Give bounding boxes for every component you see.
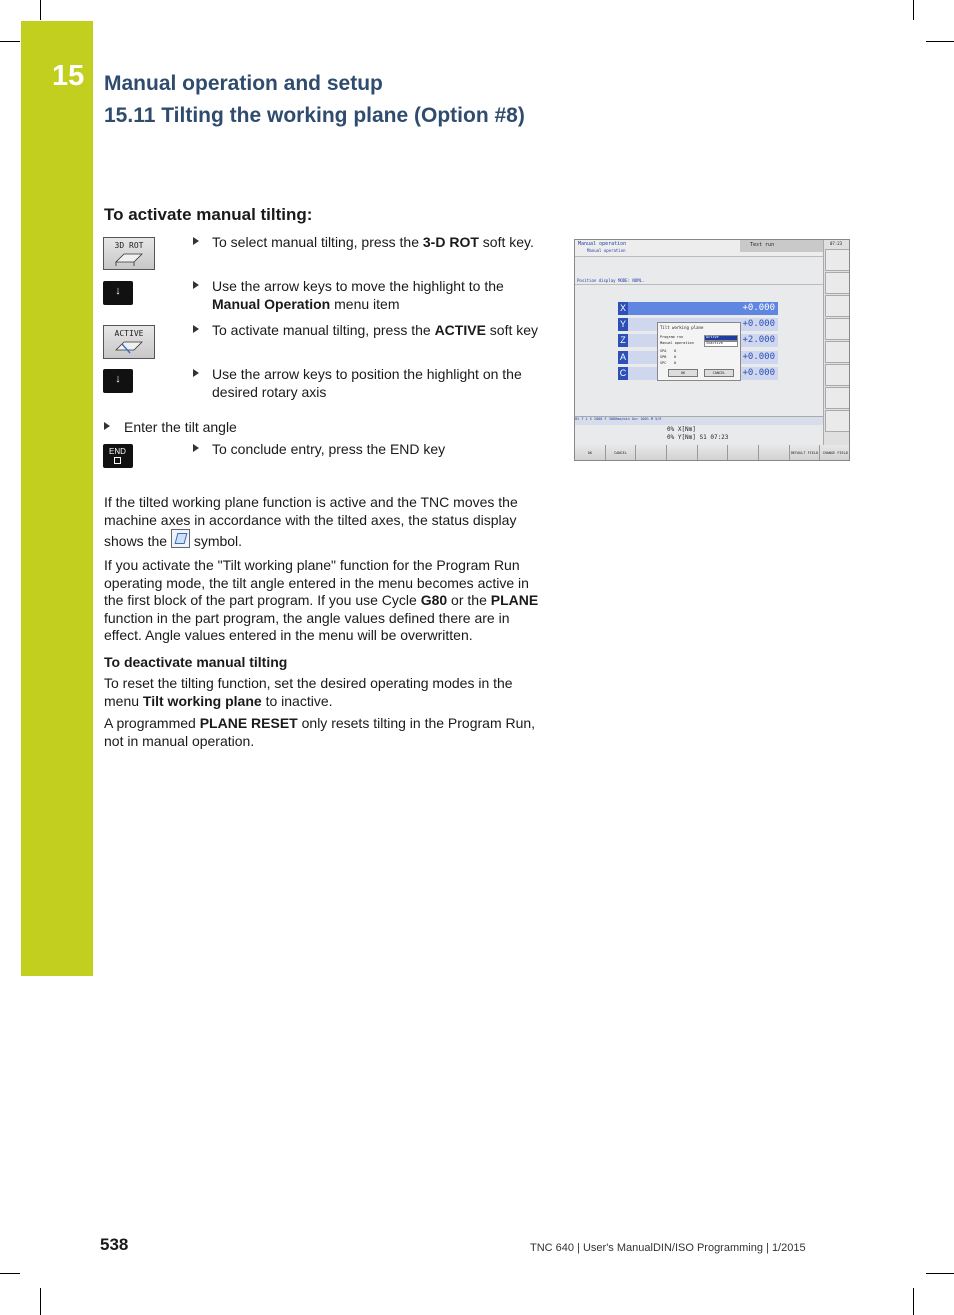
bullet-triangle-icon	[193, 237, 199, 245]
dialog-title: Tilt working plane	[660, 325, 704, 330]
step-text: Enter the tilt angle	[124, 419, 237, 435]
step-position-axis	[193, 365, 545, 401]
axis-value: +0.000	[742, 352, 775, 362]
para-key: G80	[420, 592, 448, 608]
screen-softkey[interactable]: CHANGE FIELD	[820, 445, 850, 461]
vertical-softkey-bar	[823, 240, 850, 445]
softkey-row	[575, 445, 850, 461]
bullet-triangle-icon	[193, 369, 199, 377]
screen-mode: Manual operation	[578, 241, 627, 247]
side-button[interactable]	[825, 364, 850, 386]
bullet-triangle-icon	[193, 325, 199, 333]
crop-mark	[0, 41, 20, 42]
divider	[575, 284, 823, 285]
tilt-dialog	[657, 322, 741, 381]
screen-softkey[interactable]	[667, 445, 698, 461]
axis-label: A	[619, 352, 626, 362]
screen-softkey[interactable]: OK	[575, 445, 606, 461]
bullet-triangle-icon	[193, 444, 199, 452]
axis-row	[618, 302, 778, 315]
axis-label: Z	[618, 334, 628, 347]
dialog-value: 0	[674, 349, 677, 353]
para-text: function in the part program, the angle values defined there are in effect. Angle values entered in the menu will be overwritten.	[104, 609, 510, 643]
side-button[interactable]	[825, 410, 850, 432]
page-number: 538	[100, 1235, 129, 1254]
arrow-down-icon: ↓	[115, 373, 121, 385]
deactivate-heading: To deactivate manual tilting	[104, 654, 288, 670]
dialog-row-label: SPB	[660, 355, 667, 359]
dialog-row-label: Manual operation	[660, 341, 694, 345]
para-text: If the tilted working plane function is active and the TNC moves the machine axes in accordance with the tilted axes, the status display shows the	[104, 494, 518, 549]
step-text: To select manual tilting, press the	[212, 234, 423, 250]
para-text: To reset the tilting function, set the desired operating modes in the menu	[104, 675, 513, 709]
dialog-value: 0	[674, 355, 677, 359]
para-key: PLANE	[490, 592, 539, 608]
para-key: PLANE RESET	[199, 715, 298, 731]
softkey-label: ACTIVE	[114, 329, 144, 338]
axis-label: C	[619, 368, 627, 378]
tnc-screenshot	[574, 239, 850, 461]
step-text: To activate manual tilting, press the	[212, 322, 435, 338]
load-display	[667, 426, 728, 442]
arrow-down-key[interactable]	[103, 369, 133, 393]
tilt-status-icon	[171, 529, 190, 548]
step-move-highlight	[193, 277, 545, 313]
side-button[interactable]	[825, 295, 850, 317]
crop-mark	[40, 0, 41, 20]
side-button[interactable]	[825, 272, 850, 294]
step-key: ACTIVE	[434, 322, 486, 338]
step-activate	[193, 321, 545, 339]
screen-softkey[interactable]	[728, 445, 759, 461]
paragraph-reset	[104, 675, 544, 710]
footer-reference: TNC 640 | User's ManualDIN/ISO Programming | 1/2015	[530, 1242, 806, 1254]
screen-softkey[interactable]: CANCEL	[606, 445, 637, 461]
dialog-row-label: SPC	[660, 361, 667, 365]
end-key[interactable]	[103, 444, 133, 468]
status-bar: 0% T 1 S 2000 F 3000mm/min Ovr 100% M 5/9	[575, 416, 823, 425]
paragraph-plane-reset	[104, 715, 544, 750]
crop-mark	[0, 1273, 20, 1274]
screen-header	[575, 240, 823, 257]
arrow-down-key[interactable]	[103, 281, 133, 305]
tilt-plane-active-icon	[112, 338, 148, 356]
softkey-label: 3D ROT	[114, 241, 144, 250]
dialog-option: Active	[706, 335, 719, 339]
screen-softkey[interactable]	[759, 445, 790, 461]
side-button[interactable]	[825, 387, 850, 409]
section-title: 15.11 Tilting the working plane (Option #8)	[104, 104, 525, 127]
step-key: 3-D ROT	[422, 234, 479, 250]
arrow-down-icon: ↓	[115, 285, 121, 297]
active-softkey[interactable]	[103, 325, 155, 359]
bullet-triangle-icon	[193, 281, 199, 289]
axis-value: +0.000	[742, 303, 775, 313]
dialog-cancel-button[interactable]: CANCEL	[704, 369, 734, 377]
bullet-triangle-icon	[104, 422, 110, 430]
screen-softkey[interactable]	[698, 445, 729, 461]
para-text: only resets tilting in the Program Run, not in manual operation.	[104, 715, 536, 749]
screen-submode: Manual operation	[587, 248, 626, 253]
dialog-row-label: Program run	[660, 335, 684, 339]
step-text: Use the arrow keys to move the highlight to the	[212, 278, 504, 294]
step-key: Manual Operation	[212, 296, 331, 312]
crop-mark	[926, 41, 954, 42]
step-text: To conclude entry, press the END key	[212, 441, 446, 457]
activate-heading: To activate manual tilting:	[104, 205, 313, 224]
crop-mark	[913, 1288, 914, 1315]
axis-label: X	[619, 303, 626, 313]
axis-value: +2.000	[742, 335, 775, 345]
side-button[interactable]	[825, 249, 850, 271]
step-text: menu item	[330, 296, 400, 312]
step-text: Use the arrow keys to position the highlight on the desired rotary axis	[212, 366, 522, 400]
screen-softkey[interactable]	[636, 445, 667, 461]
chapter-number: 15	[52, 60, 85, 92]
paragraph-status-symbol	[104, 493, 544, 550]
end-key-label: END	[109, 447, 126, 456]
axis-value: +0.000	[742, 319, 775, 329]
step-text: soft key.	[478, 234, 534, 250]
para-text: If you activate the "Tilt working plane" function for the Program Run operating mode, the tilt angle entered in the menu becomes active in the first block of the part program. If you use Cycle	[104, 557, 529, 608]
para-text: to inactive.	[261, 692, 333, 709]
square-icon	[114, 457, 121, 464]
para-text: A programmed	[104, 715, 200, 731]
dialog-option: Inactive	[706, 341, 723, 345]
crop-mark	[913, 0, 914, 20]
chapter-sidebar	[21, 21, 93, 976]
clock: 07:23	[830, 241, 843, 246]
load-x: 0% X[Nm]	[667, 426, 696, 433]
chapter-title: Manual operation and setup	[104, 72, 383, 95]
dialog-row-label: SPA	[660, 349, 667, 353]
screen-test-run	[740, 240, 823, 252]
load-y: 0% Y[Nm] S1 07:23	[667, 434, 729, 441]
side-button[interactable]	[825, 318, 850, 340]
step-text: soft key	[485, 322, 539, 338]
position-display: Position display MODE: NOML.	[577, 278, 645, 283]
screen-softkey[interactable]: DEFAULT FIELD	[790, 445, 821, 461]
crop-mark	[40, 1288, 41, 1315]
dialog-value: 0	[674, 361, 677, 365]
step-select-tilting	[193, 233, 545, 251]
step-conclude	[193, 440, 545, 458]
step-enter-tilt-angle	[104, 418, 237, 436]
dialog-ok-button[interactable]: OK	[668, 369, 698, 377]
axis-value: +0.000	[742, 368, 775, 378]
side-button[interactable]	[825, 341, 850, 363]
para-text: symbol.	[189, 533, 243, 549]
tilt-plane-icon	[112, 250, 148, 268]
test-run-label: Test run	[750, 242, 775, 248]
para-text: or the	[447, 592, 491, 608]
crop-mark	[926, 1273, 954, 1274]
para-key: Tilt working plane	[142, 692, 262, 709]
axis-label: Y	[619, 319, 626, 329]
paragraph-program-run	[104, 557, 544, 645]
3d-rot-softkey[interactable]	[103, 237, 155, 270]
